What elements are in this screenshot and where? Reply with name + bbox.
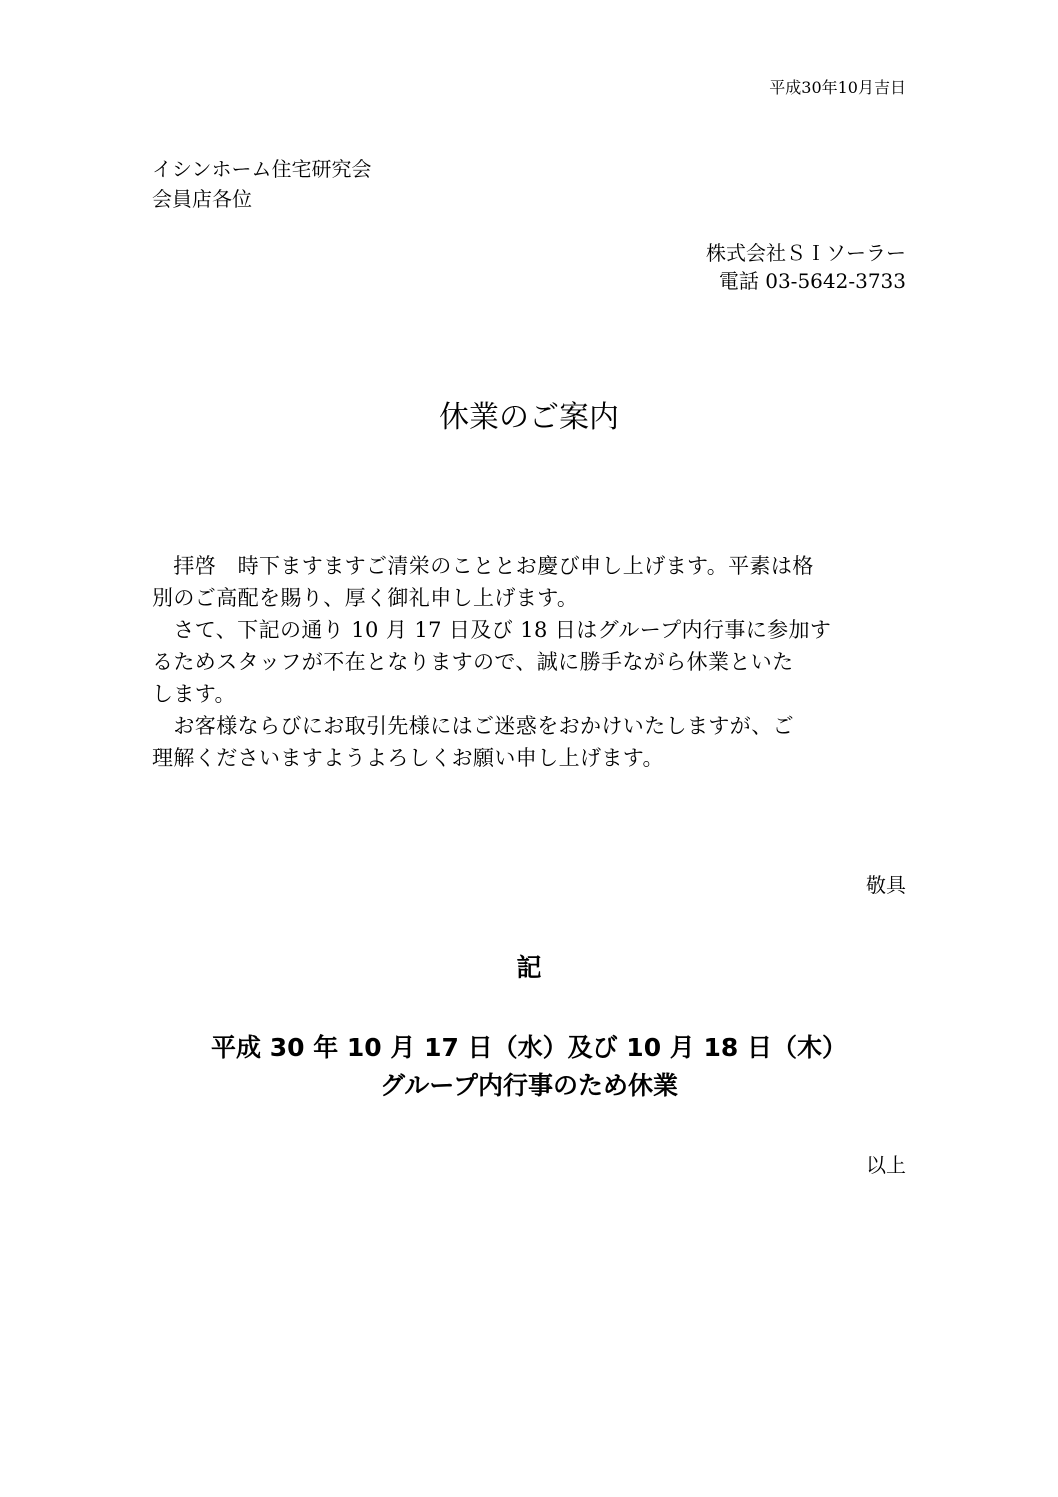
body-line: お客様ならびにお取引先様にはご迷惑をおかけいたしますが、ご [152, 714, 794, 738]
body-line: 理解くださいますようよろしくお願い申し上げます。 [152, 746, 664, 770]
body-line: します。 [152, 682, 236, 706]
sender-company: 株式会社ＳＩソーラー [706, 241, 906, 265]
notice-dates: 平成 30 年 10 月 17 日（水）及び 10 月 18 日（木） [211, 1033, 847, 1062]
recipient-organization: イシンホーム住宅研究会 [152, 157, 372, 181]
body-line: さて、下記の通り 10 月 17 日及び 18 日はグループ内行事に参加す [152, 618, 832, 642]
issue-date: 平成30年10月吉日 [769, 78, 906, 97]
ki-marker: 記 [516, 953, 542, 982]
letter-title: 休業のご案内 [439, 400, 619, 435]
recipient-members: 会員店各位 [152, 187, 252, 211]
body-line: るためスタッフが不在となりますので、誠に勝手ながら休業といた [152, 650, 794, 674]
letter-body [152, 550, 912, 774]
body-line: 別のご高配を賜り、厚く御礼申し上げます。 [152, 586, 579, 610]
closing-ijou: 以上 [866, 1153, 906, 1177]
notice-reason: グループ内行事のため休業 [379, 1071, 678, 1100]
body-line: 拝啓 時下ますますご清栄のこととお慶び申し上げます。平素は格 [152, 554, 814, 578]
sender-phone: 電話 03-5642-3733 [718, 269, 906, 293]
closing-keigu: 敬具 [866, 873, 906, 897]
